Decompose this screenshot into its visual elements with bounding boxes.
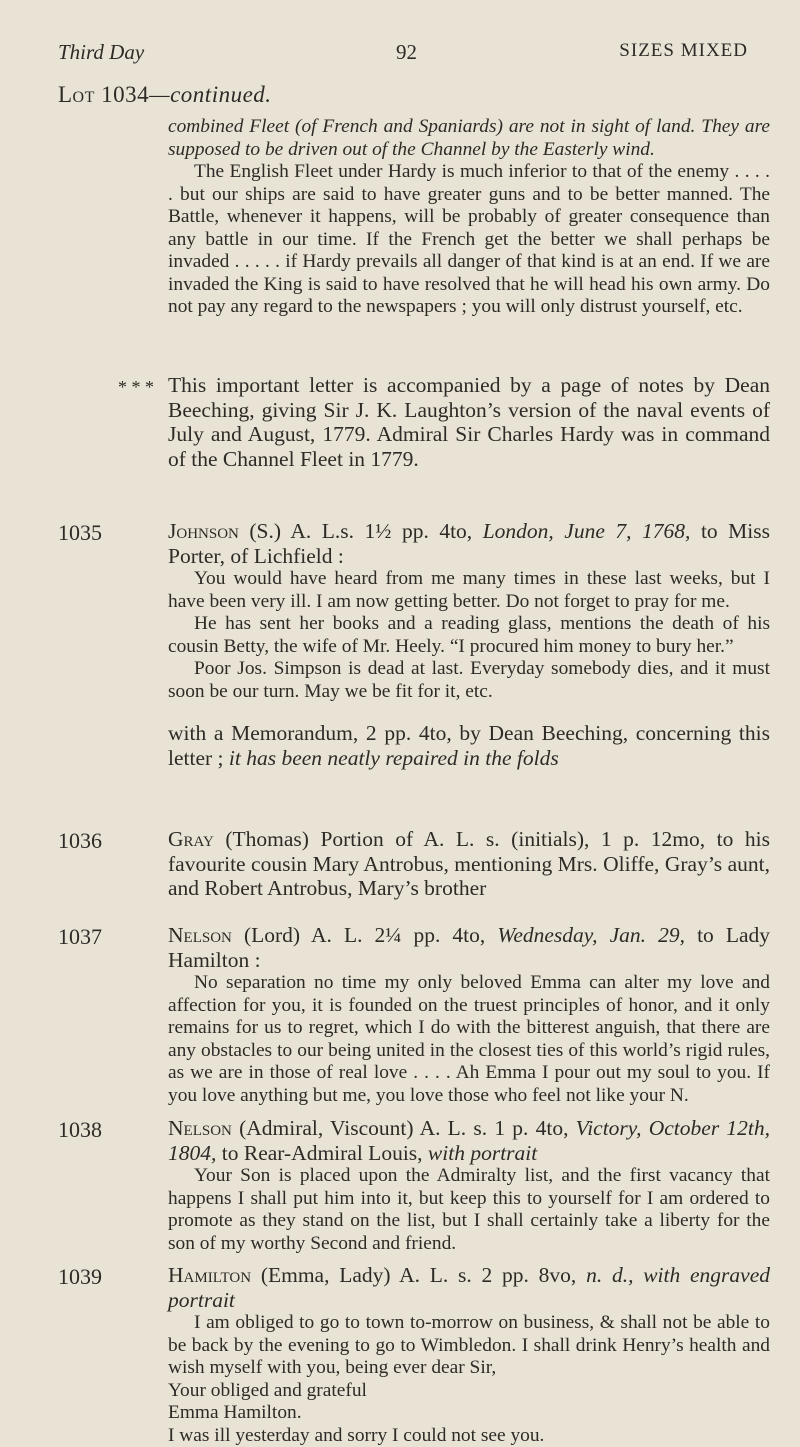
- lot-1034-para2: The English Fleet under Hardy is much inferior to that of the enemy . . . . . but our ships are said to have greater guns and to be better manned. The Battle, whenever it happens, will be probably of greater consequence than any battle in our time. If the French get the better we shall perhaps be invaded . . . . . if Hardy prevails all danger of that kind is at an end. If we are invaded the King is said to have resolved that he will head his own army. Do not pay any regard to the newspapers ; you will only distrust yourself, etc.: [168, 161, 770, 319]
- lot-1039-closing1: Your obliged and grateful: [168, 1380, 770, 1403]
- lot-1038-number: 1038: [58, 1117, 102, 1143]
- lot-1036-body: [168, 827, 770, 901]
- lot-1037-title: [168, 923, 770, 972]
- lot-1035-body: [168, 519, 770, 770]
- lot-1037-body: [168, 923, 770, 1107]
- stars-ornament: * * *: [118, 380, 154, 394]
- lot-1035-desc: (S.) A. L.s. 1½ pp. 4to,: [249, 519, 472, 543]
- lot-1037-number: 1037: [58, 924, 102, 950]
- lot-1039-with: n. d., with engraved portrait: [168, 1263, 770, 1312]
- lot-1035-title: [168, 519, 770, 568]
- lot-1038-title: [168, 1116, 770, 1165]
- header-section: SIZES MIXED: [619, 40, 748, 62]
- lot-1035-memo-text: with a Memorandum, 2 pp. 4to, by Dean Beeching, concerning this letter ;: [168, 721, 770, 770]
- lot-1036-title: [168, 827, 770, 901]
- lot-1038-recipient: to Rear-Admiral Louis,: [222, 1141, 423, 1165]
- lot-1035-name: Johnson: [168, 519, 239, 543]
- lot-1037-date: Wednesday, Jan. 29,: [497, 923, 685, 947]
- lot-1037-recipient: to Lady Hamilton :: [168, 923, 770, 972]
- lot-1035-para2: He has sent her books and a reading glass, mentions the death of his cousin Betty, the wife of Mr. Heely. “I procured him money to bury her.”: [168, 613, 770, 658]
- lot-1035-recipient: to Miss Porter, of Lichfield :: [168, 519, 770, 568]
- lot-1038-body: [168, 1116, 770, 1255]
- lot-1034-heading: [58, 82, 272, 108]
- lot-1039-name: Hamilton: [168, 1263, 251, 1287]
- lot-1039-title: [168, 1263, 770, 1312]
- lot-1034-note: [168, 373, 770, 471]
- lot-1038-with: with portrait: [428, 1141, 537, 1165]
- lot-1035-para1: You would have heard from me many times in these last weeks, but I have been very ill. I am now getting better. Do not forget to pray for me.: [168, 568, 770, 613]
- lot-1034-label: Lot 1034: [58, 82, 149, 107]
- lot-1036-name: Gray: [168, 827, 214, 851]
- lot-1034-continued: —continued.: [149, 82, 271, 107]
- lot-1035-memo-italic: it has been neatly repaired in the folds: [229, 746, 559, 770]
- lot-1038-desc: (Admiral, Viscount) A. L. s. 1 p. 4to,: [239, 1116, 568, 1140]
- lot-1035-para3: Poor Jos. Simpson is dead at last. Everyday somebody dies, and it must soon be our turn. May we be fit for it, etc.: [168, 658, 770, 703]
- lot-1039-postscript: I was ill yesterday and sorry I could not see you.: [168, 1425, 770, 1447]
- lot-1036-number: 1036: [58, 828, 102, 854]
- lot-1036-desc: (Thomas) Portion of A. L. s. (initials), 1 p. 12mo, to his favourite cousin Mary Antrobus, mentioning Mrs. Oliffe, Gray’s aunt, and Robert Antrobus, Mary’s brother: [168, 827, 770, 900]
- lot-1039-body: [168, 1263, 770, 1447]
- lot-1039-closing2: Emma Hamilton.: [168, 1402, 770, 1425]
- page-header: [58, 40, 748, 70]
- lot-1039-para1: I am obliged to go to town to-morrow on business, & shall not be able to be back by the evening to go to Wimbledon. I shall drink Henry’s health and wish myself with you, being ever dear Sir,: [168, 1312, 770, 1380]
- lot-1034-note-text: This important letter is accompanied by a page of notes by Dean Beeching, giving Sir J. K. Laughton’s version of the naval events of July and August, 1779. Admiral Sir Charles Hardy was in command of the Channel Fleet in 1779.: [168, 373, 770, 471]
- header-day: Third Day: [58, 40, 144, 65]
- lot-1039-number: 1039: [58, 1264, 102, 1290]
- lot-1037-name: Nelson: [168, 923, 232, 947]
- lot-1037-para1: No separation no time my only beloved Emma can alter my love and affection for you, it is founded on the truest principles of honor, and it only remains for us to regret, which I do with the bitterest anguish, that there are any obstacles to our being united in the closest ties of this world’s rigid rules, as we are in those of real love . . . . Ah Emma I pour out my soul to you. If you love anything but me, you love those who feel not like your N.: [168, 972, 770, 1107]
- lot-1038-para1: Your Son is placed upon the Admiralty list, and the first vacancy that happens I shall put him into it, but keep this to yourself for I am ordered to promote as they stand on the list, but I shall certainly take a liberty for the son of my worthy Second and friend.: [168, 1165, 770, 1255]
- lot-1037-desc: (Lord) A. L. 2¼ pp. 4to,: [244, 923, 485, 947]
- lot-1039-desc: (Emma, Lady) A. L. s. 2 pp. 8vo,: [261, 1263, 577, 1287]
- lot-1038-name: Nelson: [168, 1116, 232, 1140]
- lot-1034-para1: combined Fleet (of French and Spaniards) are not in sight of land. They are supposed to be driven out of the Channel by the Easterly wind.: [168, 116, 770, 161]
- lot-1035-number: 1035: [58, 520, 102, 546]
- page-number: 92: [396, 40, 417, 65]
- lot-1035-place-date: London, June 7, 1768,: [483, 519, 691, 543]
- lot-1034-body: [168, 116, 770, 319]
- lot-1035-memo: [168, 721, 770, 770]
- lot-1038-place-date: Victory, October 12th, 1804,: [168, 1116, 770, 1165]
